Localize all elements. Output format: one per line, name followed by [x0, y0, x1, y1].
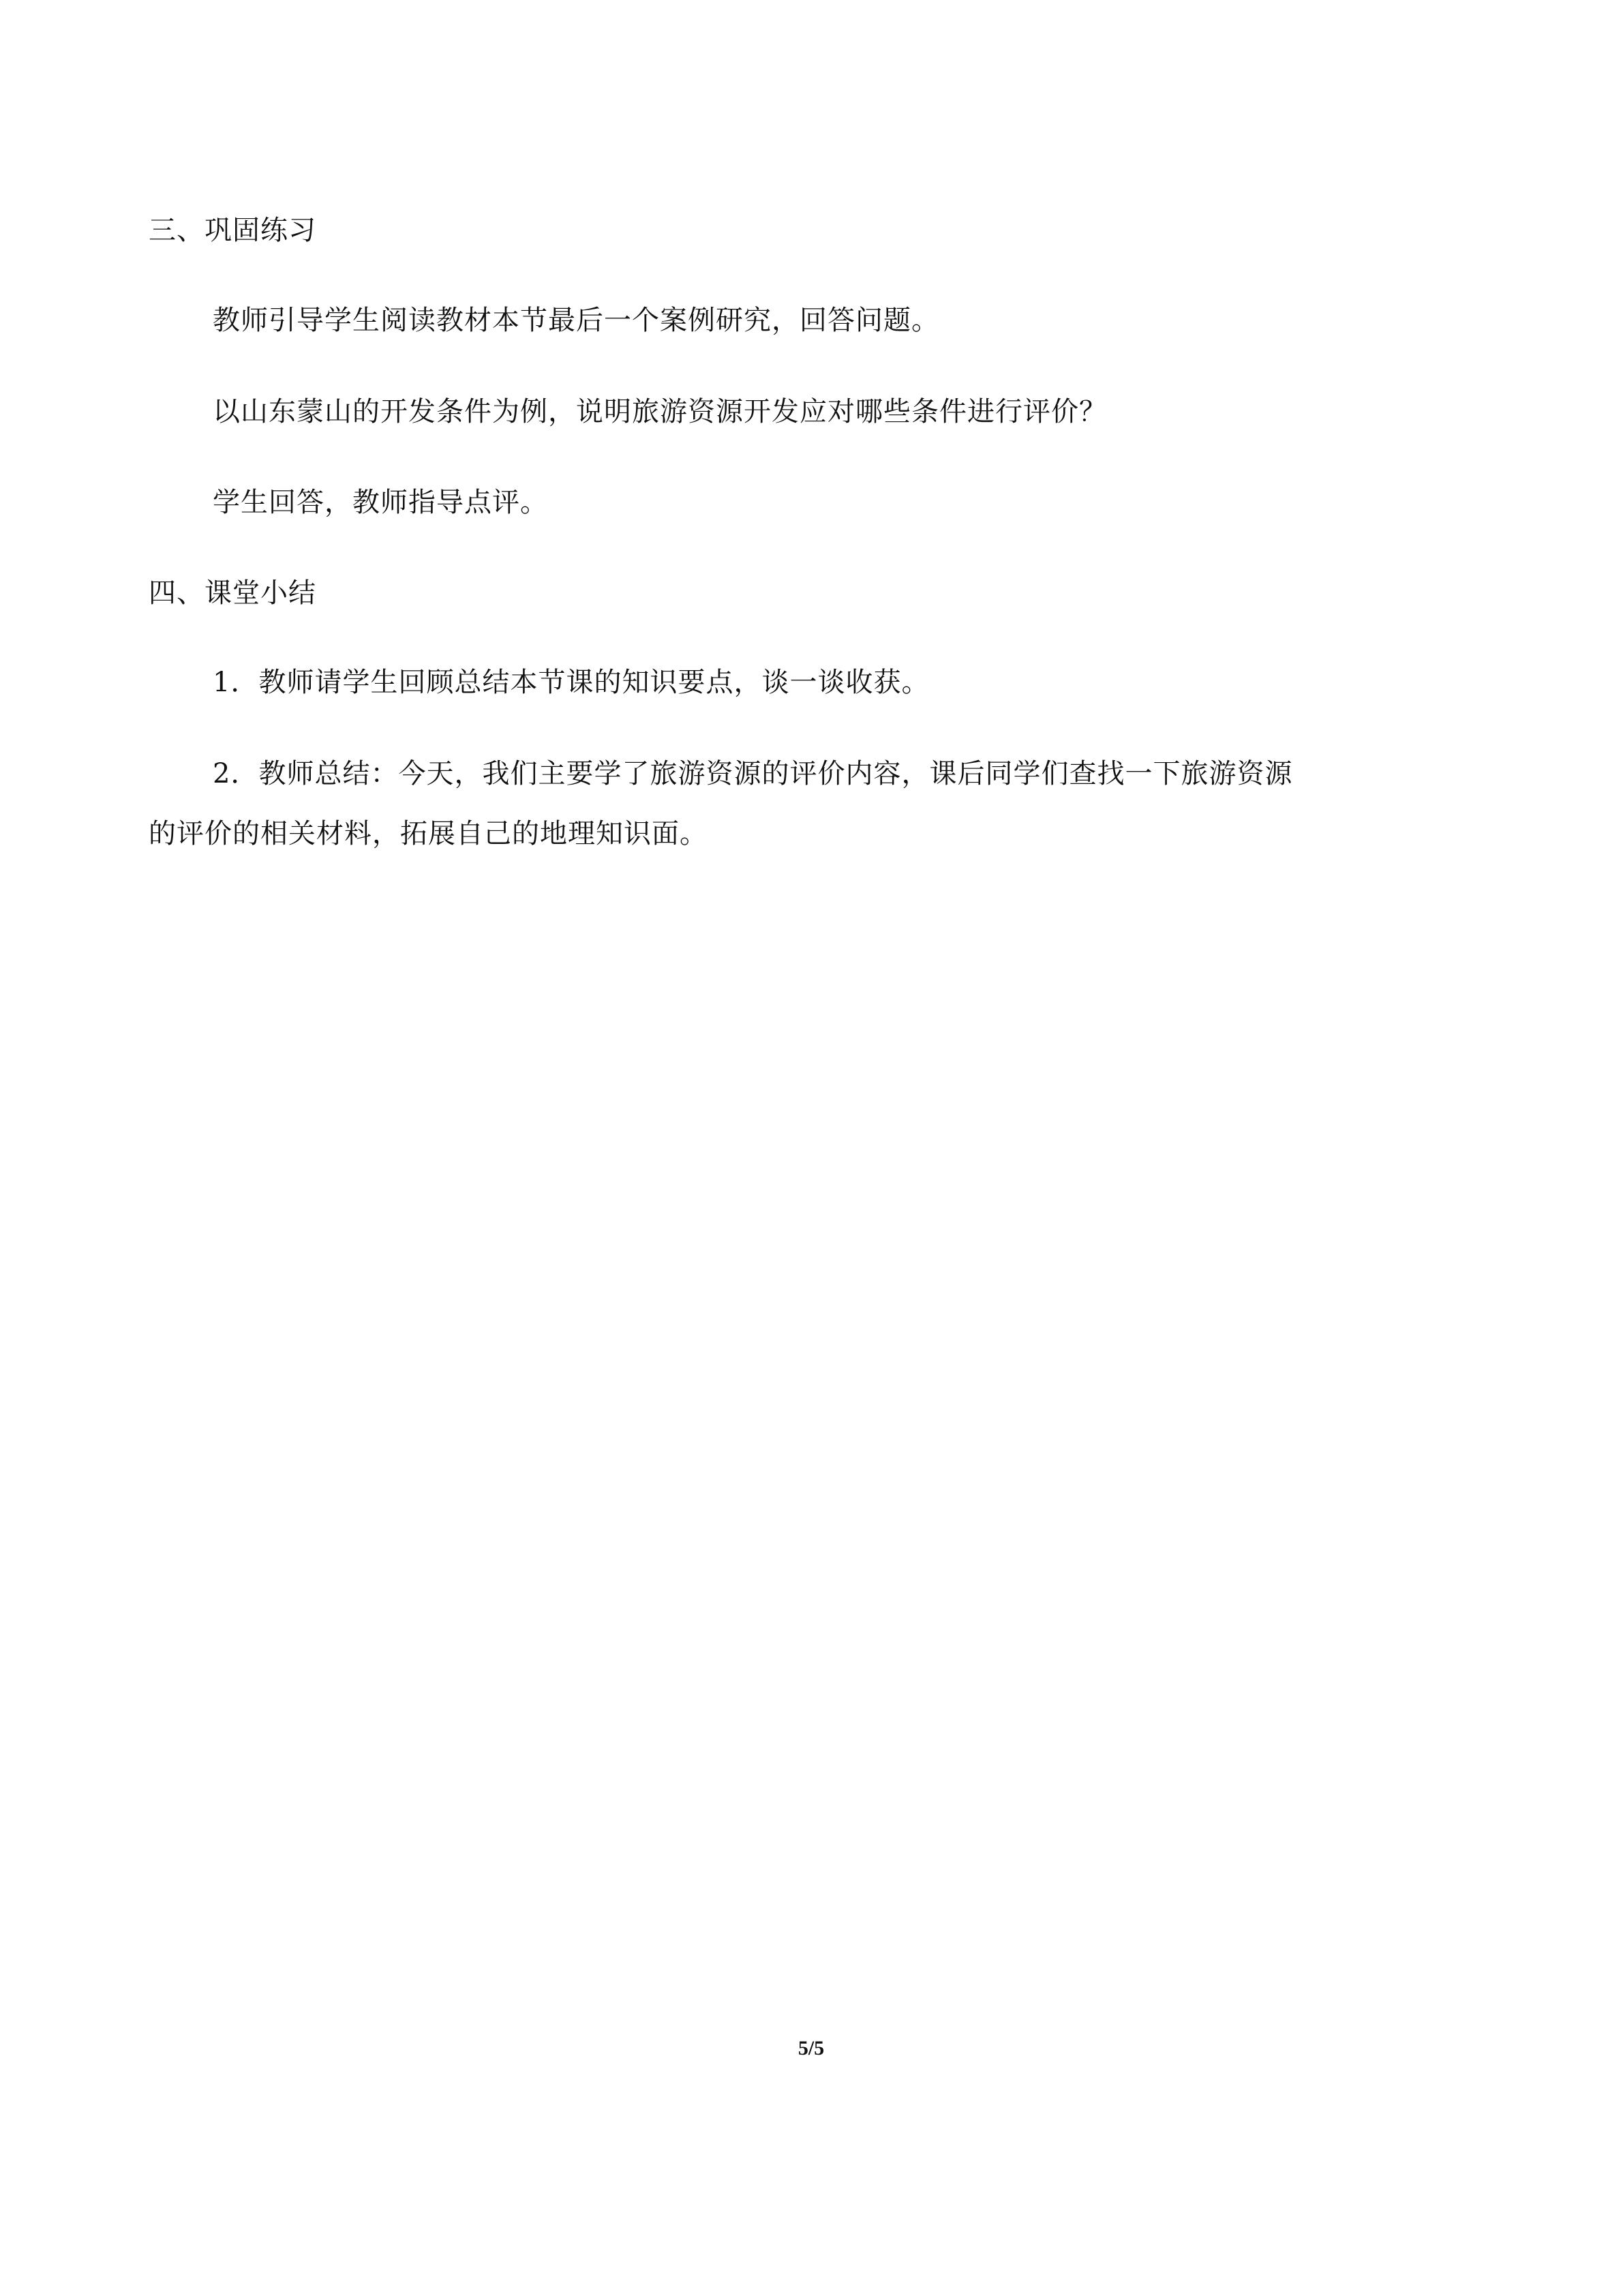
paragraph-question: 以山东蒙山的开发条件为例，说明旅游资源开发应对哪些条件进行评价？ — [213, 396, 1107, 427]
paragraph-guide-reading: 教师引导学生阅读教材本节最后一个案例研究，回答问题。 — [213, 305, 939, 336]
summary-item-1: 1．教师请学生回顾总结本节课的知识要点，谈一谈收获。 — [213, 667, 930, 698]
section-heading-summary: 四、课堂小结 — [149, 577, 316, 609]
section-heading-consolidation: 三、巩固练习 — [149, 215, 316, 246]
summary-item-2-line-2: 的评价的相关材料，拓展自己的地理知识面。 — [149, 818, 708, 849]
paragraph-student-answer: 学生回答，教师指导点评。 — [213, 487, 548, 518]
page-number: 5/5 — [798, 2037, 825, 2059]
summary-item-2-line-1: 2．教师总结：今天，我们主要学了旅游资源的评价内容，课后同学们查找一下旅游资源 — [213, 758, 1293, 789]
